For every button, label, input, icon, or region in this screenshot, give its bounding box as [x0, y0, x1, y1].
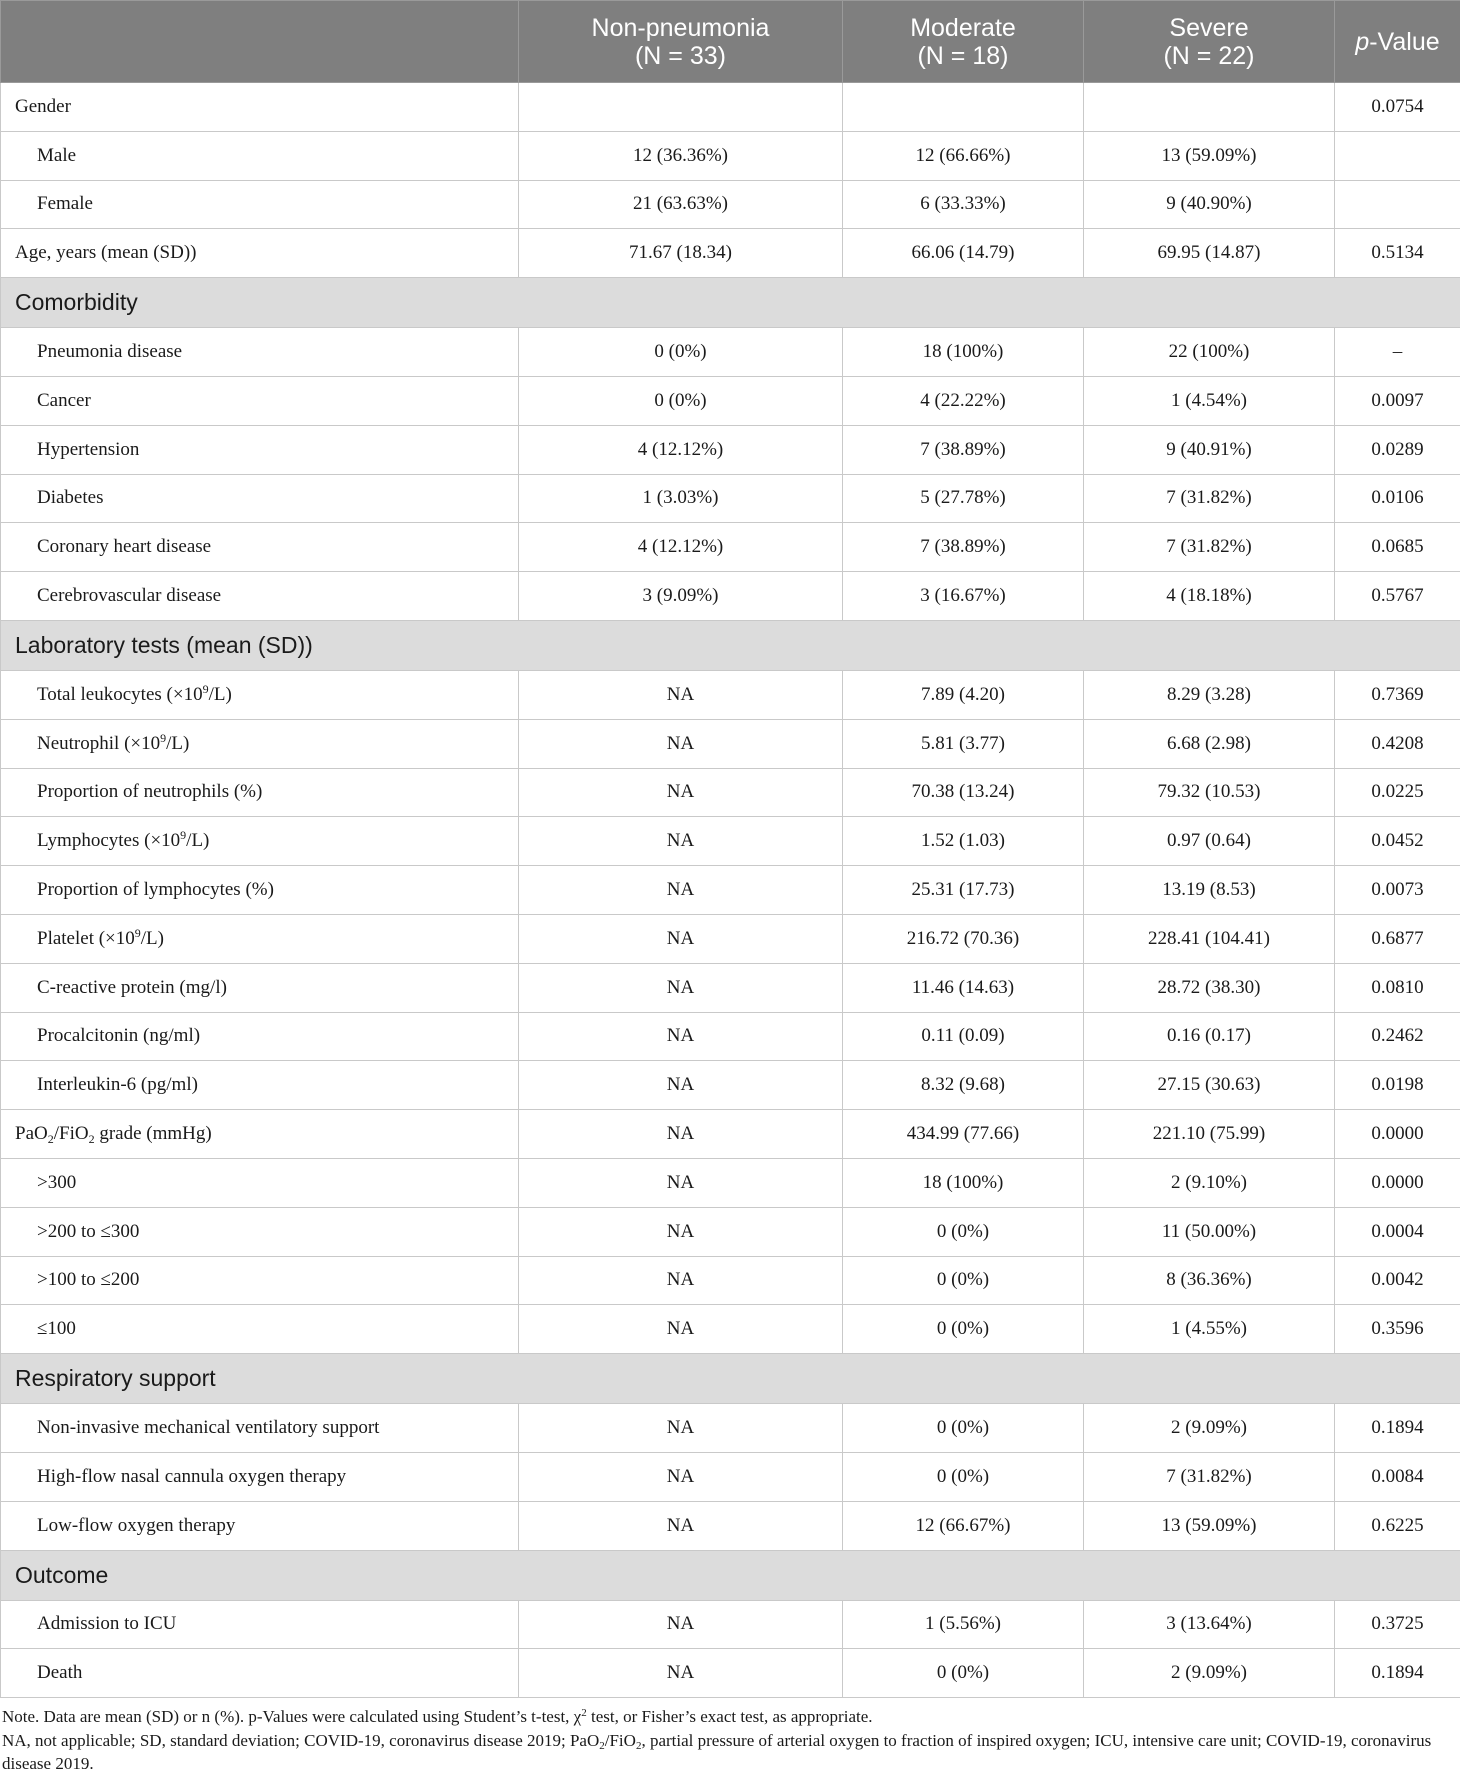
- row-label: [1, 229, 519, 278]
- cell-moderate: 12 (66.66%): [843, 131, 1084, 180]
- cell-severe: 9 (40.90%): [1084, 180, 1335, 229]
- cell-moderate: 0 (0%): [843, 1649, 1084, 1698]
- cell-p-value: 0.0004: [1335, 1207, 1460, 1256]
- cell-non-pneumonia: NA: [519, 1305, 843, 1354]
- table-row: [1, 425, 1460, 474]
- row-label-text: Cerebrovascular disease: [37, 585, 222, 607]
- cell-p-value: 0.0000: [1335, 1158, 1460, 1207]
- cell-severe: 69.95 (14.87): [1084, 229, 1335, 278]
- cell-non-pneumonia: 0 (0%): [519, 376, 843, 425]
- row-label-text: Coronary heart disease: [37, 536, 212, 558]
- cell-moderate: 434.99 (77.66): [843, 1110, 1084, 1159]
- cell-severe: 0.16 (0.17): [1084, 1012, 1335, 1061]
- row-label-text: Death: [37, 1662, 83, 1684]
- header-p-suffix: -Value: [1369, 27, 1440, 56]
- row-label: [1, 1649, 519, 1698]
- table-row: [1, 670, 1460, 719]
- cell-severe: 13 (59.09%): [1084, 1501, 1335, 1550]
- cell-p-value: 0.0198: [1335, 1061, 1460, 1110]
- cell-non-pneumonia: 0 (0%): [519, 328, 843, 377]
- cell-severe: 9 (40.91%): [1084, 425, 1335, 474]
- cell-non-pneumonia: NA: [519, 1256, 843, 1305]
- row-label: [1, 768, 519, 817]
- cell-non-pneumonia: NA: [519, 1600, 843, 1649]
- row-label: [1, 1061, 519, 1110]
- row-label: [1, 963, 519, 1012]
- cell-severe: 27.15 (30.63): [1084, 1061, 1335, 1110]
- section-title: Laboratory tests (mean (SD)): [1, 620, 1460, 670]
- row-label-text: Pneumonia disease: [37, 341, 183, 363]
- cell-moderate: 0 (0%): [843, 1305, 1084, 1354]
- row-label: [1, 1012, 519, 1061]
- row-label-text: ≤100: [37, 1318, 76, 1340]
- cell-non-pneumonia: 21 (63.63%): [519, 180, 843, 229]
- header-non-pneumonia: [519, 1, 843, 83]
- cell-p-value: 0.0042: [1335, 1256, 1460, 1305]
- table-row: [1, 1256, 1460, 1305]
- cell-severe: 22 (100%): [1084, 328, 1335, 377]
- row-label-text: Proportion of neutrophils (%): [37, 781, 263, 803]
- cell-p-value: 0.1894: [1335, 1404, 1460, 1453]
- cell-non-pneumonia: NA: [519, 914, 843, 963]
- section-header-row: [1, 620, 1460, 670]
- table-footnote-2: [2, 1729, 1454, 1775]
- cell-moderate: 25.31 (17.73): [843, 866, 1084, 915]
- cell-severe: 79.32 (10.53): [1084, 768, 1335, 817]
- row-label: [1, 1110, 519, 1159]
- cell-non-pneumonia: NA: [519, 817, 843, 866]
- cell-moderate: 7 (38.89%): [843, 425, 1084, 474]
- row-label-text: Diabetes: [37, 487, 104, 509]
- row-label: [1, 523, 519, 572]
- footnote-1-text-a: Note. Data are mean (SD) or n (%). p-Values were calculated using Student’s t-test, χ: [2, 1707, 582, 1726]
- table-footnote-1: [2, 1705, 1454, 1728]
- row-label-text: Gender: [15, 95, 71, 117]
- table-row: [1, 180, 1460, 229]
- header-group3-n: (N = 22): [1163, 41, 1255, 70]
- row-label: [1, 474, 519, 523]
- row-label-text: Low-flow oxygen therapy: [37, 1514, 236, 1536]
- cell-p-value: 0.0106: [1335, 474, 1460, 523]
- row-label: [1, 866, 519, 915]
- header-empty-cell: [1, 1, 519, 83]
- cell-moderate: 0 (0%): [843, 1452, 1084, 1501]
- row-label: [1, 1404, 519, 1453]
- row-label: [1, 425, 519, 474]
- cell-non-pneumonia: NA: [519, 1061, 843, 1110]
- cell-severe: 228.41 (104.41): [1084, 914, 1335, 963]
- cell-p-value: 0.0685: [1335, 523, 1460, 572]
- cell-severe: 7 (31.82%): [1084, 1452, 1335, 1501]
- row-label-text: Cancer: [37, 389, 91, 411]
- table-row: [1, 1158, 1460, 1207]
- cell-non-pneumonia: NA: [519, 1110, 843, 1159]
- header-row: [1, 1, 1460, 83]
- cell-severe: 8.29 (3.28): [1084, 670, 1335, 719]
- header-moderate: [843, 1, 1084, 83]
- row-label: [1, 914, 519, 963]
- cell-severe: 3 (13.64%): [1084, 1600, 1335, 1649]
- row-label-text-after: /L): [140, 927, 164, 949]
- cell-moderate: 7 (38.89%): [843, 523, 1084, 572]
- cell-p-value: 0.7369: [1335, 670, 1460, 719]
- cell-severe: 13 (59.09%): [1084, 131, 1335, 180]
- cell-moderate: 11.46 (14.63): [843, 963, 1084, 1012]
- header-p-italic: p: [1355, 27, 1370, 56]
- row-label-subscript-2: 2: [88, 1132, 95, 1147]
- table-row: [1, 229, 1460, 278]
- cell-p-value: 0.5134: [1335, 229, 1460, 278]
- row-label-text-after: grade (mmHg): [94, 1123, 212, 1145]
- header-group2-label: Moderate: [910, 13, 1016, 42]
- table-row: [1, 1404, 1460, 1453]
- row-label-text: Lymphocytes (×10: [37, 830, 181, 852]
- row-label: [1, 83, 519, 132]
- table-row: [1, 866, 1460, 915]
- header-severe: [1084, 1, 1335, 83]
- row-label: [1, 1158, 519, 1207]
- row-label-superscript: 9: [180, 828, 187, 843]
- row-label: [1, 1207, 519, 1256]
- cell-severe: 2 (9.09%): [1084, 1649, 1335, 1698]
- row-label-text: >200 to ≤300: [37, 1220, 140, 1242]
- row-label-text-after: /L): [186, 830, 210, 852]
- footnote-2-text-c: , partial pressure of arterial oxygen to fraction of inspired oxygen; ICU, intensive care unit; COVID-19, coronavirus disease 2019.: [2, 1731, 1432, 1773]
- cell-non-pneumonia: 71.67 (18.34): [519, 229, 843, 278]
- cell-p-value: 0.6225: [1335, 1501, 1460, 1550]
- table-row: [1, 131, 1460, 180]
- cell-severe: 221.10 (75.99): [1084, 1110, 1335, 1159]
- cell-severe: 1 (4.55%): [1084, 1305, 1335, 1354]
- table-row: [1, 1207, 1460, 1256]
- row-label: [1, 817, 519, 866]
- header-group3-label: Severe: [1169, 13, 1249, 42]
- cell-p-value: [1335, 131, 1460, 180]
- cell-p-value: 0.0073: [1335, 866, 1460, 915]
- cell-non-pneumonia: NA: [519, 1158, 843, 1207]
- cell-moderate: 12 (66.67%): [843, 1501, 1084, 1550]
- cell-non-pneumonia: NA: [519, 963, 843, 1012]
- row-label-text: >300: [37, 1171, 77, 1193]
- cell-p-value: 0.3725: [1335, 1600, 1460, 1649]
- cell-severe: 7 (31.82%): [1084, 523, 1335, 572]
- cell-severe: 11 (50.00%): [1084, 1207, 1335, 1256]
- cell-non-pneumonia: 3 (9.09%): [519, 572, 843, 621]
- cell-p-value: 0.0754: [1335, 83, 1460, 132]
- cell-severe: 2 (9.10%): [1084, 1158, 1335, 1207]
- cell-non-pneumonia: [519, 83, 843, 132]
- cell-p-value: 0.5767: [1335, 572, 1460, 621]
- table-row: [1, 1012, 1460, 1061]
- header-p-value: [1335, 1, 1460, 83]
- table-row: [1, 1110, 1460, 1159]
- table-row: [1, 328, 1460, 377]
- cell-non-pneumonia: NA: [519, 768, 843, 817]
- cell-moderate: 0 (0%): [843, 1256, 1084, 1305]
- cell-p-value: 0.0225: [1335, 768, 1460, 817]
- row-label: [1, 1256, 519, 1305]
- table-row: [1, 1305, 1460, 1354]
- cell-moderate: [843, 83, 1084, 132]
- row-label-text: PaO: [15, 1123, 48, 1145]
- table-row: [1, 768, 1460, 817]
- row-label-text: Neutrophil (×10: [37, 732, 161, 754]
- cell-moderate: 5 (27.78%): [843, 474, 1084, 523]
- cell-non-pneumonia: NA: [519, 670, 843, 719]
- cell-non-pneumonia: NA: [519, 1404, 843, 1453]
- table-row: [1, 719, 1460, 768]
- cell-moderate: 18 (100%): [843, 1158, 1084, 1207]
- row-label-superscript: 9: [134, 925, 141, 940]
- cell-non-pneumonia: NA: [519, 1501, 843, 1550]
- table-row: [1, 1501, 1460, 1550]
- row-label: [1, 670, 519, 719]
- table-row: [1, 1452, 1460, 1501]
- cell-severe: 6.68 (2.98): [1084, 719, 1335, 768]
- row-label-text-after: /L): [166, 732, 190, 754]
- section-header-row: [1, 278, 1460, 328]
- cell-non-pneumonia: NA: [519, 866, 843, 915]
- cell-p-value: 0.0289: [1335, 425, 1460, 474]
- row-label: [1, 1600, 519, 1649]
- row-label-text: C-reactive protein (mg/l): [37, 976, 227, 998]
- cell-p-value: 0.4208: [1335, 719, 1460, 768]
- cell-p-value: 0.0000: [1335, 1110, 1460, 1159]
- table-row: [1, 572, 1460, 621]
- row-label-text: Admission to ICU: [37, 1613, 177, 1635]
- section-title: Outcome: [1, 1550, 1460, 1600]
- cell-severe: 4 (18.18%): [1084, 572, 1335, 621]
- row-label: [1, 328, 519, 377]
- section-title: Respiratory support: [1, 1354, 1460, 1404]
- footnote-1-sup: 2: [581, 1707, 587, 1719]
- cell-p-value: [1335, 180, 1460, 229]
- footnote-2-text-b: /FiO: [604, 1731, 636, 1750]
- cell-non-pneumonia: 1 (3.03%): [519, 474, 843, 523]
- table-row: [1, 1649, 1460, 1698]
- row-label: [1, 572, 519, 621]
- cell-non-pneumonia: NA: [519, 1207, 843, 1256]
- cell-moderate: 0.11 (0.09): [843, 1012, 1084, 1061]
- cell-non-pneumonia: NA: [519, 719, 843, 768]
- row-label-text: Platelet (×10: [37, 927, 135, 949]
- cell-moderate: 1.52 (1.03): [843, 817, 1084, 866]
- cell-non-pneumonia: NA: [519, 1649, 843, 1698]
- row-label-subscript: 2: [47, 1132, 54, 1147]
- row-label-text-after: /L): [208, 683, 232, 705]
- row-label: [1, 376, 519, 425]
- cell-moderate: 18 (100%): [843, 328, 1084, 377]
- row-label-superscript: 9: [202, 681, 209, 696]
- row-label-superscript: 9: [160, 730, 167, 745]
- cell-p-value: 0.0810: [1335, 963, 1460, 1012]
- cell-moderate: 0 (0%): [843, 1207, 1084, 1256]
- row-label-text: Male: [37, 144, 77, 166]
- row-label-text: Non-invasive mechanical ventilatory support: [37, 1417, 380, 1439]
- cell-moderate: 5.81 (3.77): [843, 719, 1084, 768]
- cell-severe: [1084, 83, 1335, 132]
- cell-non-pneumonia: NA: [519, 1012, 843, 1061]
- table-row: [1, 817, 1460, 866]
- row-label-text: Procalcitonin (ng/ml): [37, 1025, 201, 1047]
- cell-moderate: 216.72 (70.36): [843, 914, 1084, 963]
- cell-moderate: 4 (22.22%): [843, 376, 1084, 425]
- row-label-text: >100 to ≤200: [37, 1269, 140, 1291]
- header-group2-n: (N = 18): [917, 41, 1009, 70]
- row-label: [1, 719, 519, 768]
- cell-severe: 1 (4.54%): [1084, 376, 1335, 425]
- table-row: [1, 963, 1460, 1012]
- cell-p-value: 0.2462: [1335, 1012, 1460, 1061]
- cell-moderate: 66.06 (14.79): [843, 229, 1084, 278]
- cell-p-value: 0.0097: [1335, 376, 1460, 425]
- cell-non-pneumonia: 4 (12.12%): [519, 425, 843, 474]
- cell-severe: 7 (31.82%): [1084, 474, 1335, 523]
- cell-severe: 8 (36.36%): [1084, 1256, 1335, 1305]
- table-body: [1, 83, 1460, 1698]
- row-label-text: Hypertension: [37, 438, 140, 460]
- row-label-text: Interleukin-6 (pg/ml): [37, 1074, 198, 1096]
- cell-moderate: 70.38 (13.24): [843, 768, 1084, 817]
- cell-moderate: 1 (5.56%): [843, 1600, 1084, 1649]
- footnote-2-sub-1: 2: [599, 1740, 605, 1752]
- cell-p-value: 0.1894: [1335, 1649, 1460, 1698]
- cell-severe: 2 (9.09%): [1084, 1404, 1335, 1453]
- cell-p-value: 0.0084: [1335, 1452, 1460, 1501]
- cell-severe: 13.19 (8.53): [1084, 866, 1335, 915]
- row-label: [1, 180, 519, 229]
- cell-non-pneumonia: NA: [519, 1452, 843, 1501]
- footnote-2-sub-2: 2: [635, 1740, 642, 1752]
- cell-non-pneumonia: 4 (12.12%): [519, 523, 843, 572]
- header-group1-n: (N = 33): [634, 41, 726, 70]
- section-title: Comorbidity: [1, 278, 1460, 328]
- section-header-row: [1, 1354, 1460, 1404]
- cell-moderate: 0 (0%): [843, 1404, 1084, 1453]
- row-label-text: Age, years (mean (SD)): [15, 242, 197, 264]
- row-label: [1, 1305, 519, 1354]
- footnote-1-text-b: test, or Fisher’s exact test, as appropriate.: [586, 1707, 873, 1726]
- cell-moderate: 6 (33.33%): [843, 180, 1084, 229]
- cell-p-value: 0.3596: [1335, 1305, 1460, 1354]
- cell-p-value: 0.6877: [1335, 914, 1460, 963]
- row-label: [1, 1501, 519, 1550]
- cell-non-pneumonia: 12 (36.36%): [519, 131, 843, 180]
- cell-severe: 0.97 (0.64): [1084, 817, 1335, 866]
- row-label-text: Proportion of lymphocytes (%): [37, 879, 274, 901]
- row-label-text: High-flow nasal cannula oxygen therapy: [37, 1465, 347, 1487]
- row-label: [1, 131, 519, 180]
- cell-p-value: –: [1335, 328, 1460, 377]
- table-row: [1, 474, 1460, 523]
- table-row: [1, 83, 1460, 132]
- section-header-row: [1, 1550, 1460, 1600]
- cell-p-value: 0.0452: [1335, 817, 1460, 866]
- row-label-text: Total leukocytes (×10: [37, 683, 203, 705]
- cell-moderate: 3 (16.67%): [843, 572, 1084, 621]
- row-label-text-mid: /FiO: [53, 1123, 89, 1145]
- row-label-text: Female: [37, 193, 93, 215]
- table-row: [1, 1061, 1460, 1110]
- row-label: [1, 1452, 519, 1501]
- table-row: [1, 376, 1460, 425]
- cell-moderate: 8.32 (9.68): [843, 1061, 1084, 1110]
- table-row: [1, 523, 1460, 572]
- cell-severe: 28.72 (38.30): [1084, 963, 1335, 1012]
- footnote-2-text-a: NA, not applicable; SD, standard deviation; COVID-19, coronavirus disease 2019; PaO: [2, 1731, 600, 1750]
- table-row: [1, 914, 1460, 963]
- header-group1-label: Non-pneumonia: [591, 13, 770, 42]
- table-row: [1, 1600, 1460, 1649]
- cell-moderate: 7.89 (4.20): [843, 670, 1084, 719]
